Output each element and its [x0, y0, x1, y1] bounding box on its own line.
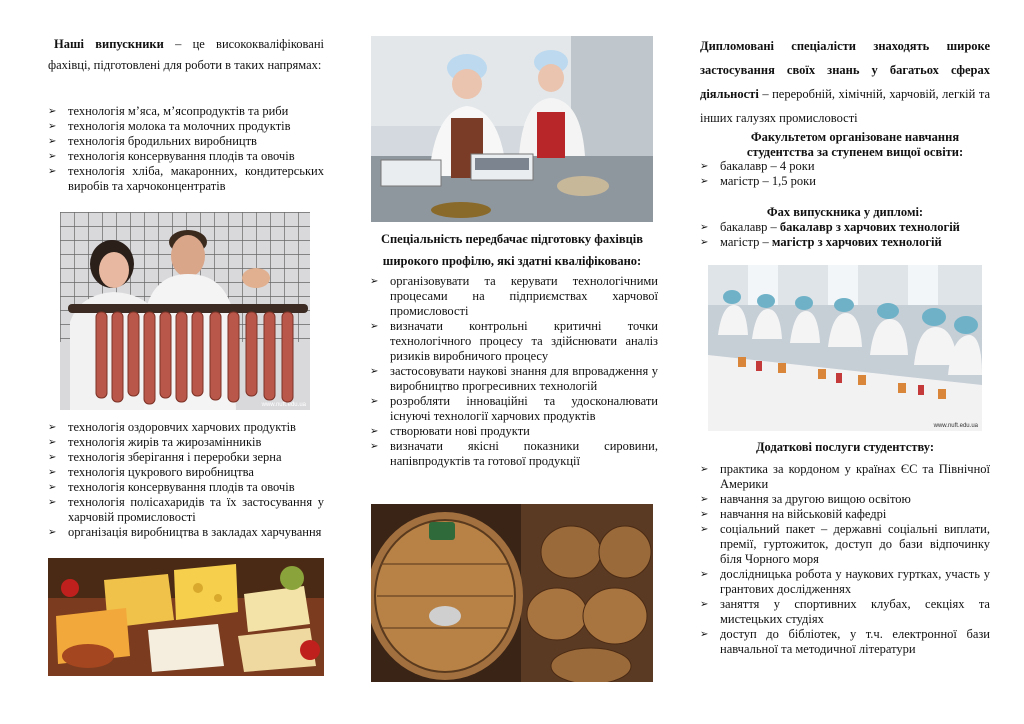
list-item: ➢ застосовувати наукові знання для впровадження у виробництво прогресивних технологій	[370, 364, 658, 393]
photo-sausage-production	[60, 212, 310, 410]
arrow-bullet-icon: ➢	[700, 176, 709, 187]
photo-fish-processing	[371, 36, 653, 222]
arrow-bullet-icon: ➢	[700, 494, 709, 505]
list-item: ➢ навчання на військовій кафедрі	[700, 507, 887, 521]
arrow-bullet-icon: ➢	[370, 441, 379, 452]
list-item: ➢ бакалавр – 4 роки	[700, 159, 815, 173]
arrow-bullet-icon: ➢	[48, 467, 57, 478]
list-item: ➢ створювати нові продукти	[370, 424, 530, 438]
photo-watermark: www.nuft.edu.ua	[261, 402, 306, 408]
arrow-bullet-icon: ➢	[48, 527, 57, 538]
list-item: ➢ розробляти інноваційні та удосконалювати існуючі технології харчових продуктів	[370, 394, 658, 423]
services-list	[700, 462, 990, 657]
arrow-bullet-icon: ➢	[370, 276, 379, 287]
list-item: ➢ технологія полісахаридів та їх застосування у харчовій промисловості	[48, 495, 324, 524]
list-item: ➢ бакалавр – бакалавр з харчових технологій	[700, 220, 960, 234]
list-item: ➢ технологія м’яса, м’ясопродуктів та риби	[48, 104, 289, 118]
photo-watermark: www.nuft.edu.ua	[933, 423, 978, 429]
list-item: ➢ організація виробництва в закладах харчування	[48, 525, 322, 539]
graduates-intro-rest: – це висококваліфіковані фахівці, підготовлені для роботи в таких напрямах:	[48, 37, 325, 72]
arrow-bullet-icon: ➢	[700, 599, 709, 610]
list-item: ➢ практика за кордоном у країнах ЄС та Північної Америки	[700, 462, 990, 491]
arrow-bullet-icon: ➢	[48, 106, 57, 117]
specialties-list-1	[48, 104, 324, 194]
diploma-heading: Фах випускника у дипломі:	[766, 205, 924, 219]
diploma-specialists-intro	[700, 34, 990, 130]
list-item: ➢ визначати контрольні критичні точки технологічного процесу та здійснювати аналіз ризиків виробничого процесу	[370, 319, 658, 363]
services-heading: Додаткові послуги студентству:	[755, 440, 935, 454]
graduates-intro	[48, 34, 324, 76]
arrow-bullet-icon: ➢	[700, 464, 709, 475]
photo-wine-barrels	[371, 504, 653, 682]
arrow-bullet-icon: ➢	[700, 222, 709, 233]
arrow-bullet-icon: ➢	[48, 482, 57, 493]
arrow-bullet-icon: ➢	[48, 121, 57, 132]
list-item: ➢ технологія жирів та жирозамінників	[48, 435, 262, 449]
arrow-bullet-icon: ➢	[48, 437, 57, 448]
list-item: ➢ магістр – 1,5 роки	[700, 174, 816, 188]
arrow-bullet-icon: ➢	[700, 569, 709, 580]
degrees-list	[700, 159, 990, 189]
list-item: ➢ технологія консервування плодів та овочів	[48, 480, 295, 494]
photo-cheese	[48, 558, 324, 676]
list-item: ➢ технологія бродильних виробництв	[48, 134, 257, 148]
barrels-photo-illustration	[371, 504, 653, 682]
arrow-bullet-icon: ➢	[48, 151, 57, 162]
arrow-bullet-icon: ➢	[48, 136, 57, 147]
list-item: ➢ визначати якісні показники сировини, напівпродуктів та готової продукції	[370, 439, 658, 468]
arrow-bullet-icon: ➢	[700, 524, 709, 535]
graduates-intro-bold: Наші випускники	[54, 37, 164, 51]
list-item: ➢ технологія оздоровчих харчових продуктів	[48, 420, 296, 434]
arrow-bullet-icon: ➢	[48, 497, 57, 508]
arrow-bullet-icon: ➢	[370, 321, 379, 332]
list-item: ➢ соціальний пакет – державні соціальні виплати, премії, гуртожиток, доступ до бази відпочинку біля Чорного моря	[700, 522, 990, 566]
diploma-list	[700, 220, 990, 250]
list-item: ➢ магістр – магістр з харчових технологій	[700, 235, 942, 249]
students-photo-illustration	[708, 265, 982, 431]
arrow-bullet-icon: ➢	[700, 161, 709, 172]
diploma-specialists-intro-rest: – переробній, хімічній, харчовій, легкій та інших галузях промисловості	[700, 87, 990, 125]
list-item: ➢ заняття у спортивних клубах, секціях та мистецьких студіях	[700, 597, 990, 626]
specialties-list-2	[48, 420, 324, 540]
list-item: ➢ технологія молока та молочних продуктів	[48, 119, 291, 133]
arrow-bullet-icon: ➢	[48, 422, 57, 433]
arrow-bullet-icon: ➢	[700, 237, 709, 248]
list-item: ➢ доступ до бібліотек, у т.ч. електронної бази навчальної та методичної літератури	[700, 627, 990, 656]
list-item: ➢ організовувати та керувати технологічними процесами на підприємствах харчової промисловості	[370, 274, 658, 318]
sausage-photo-illustration	[60, 212, 310, 410]
list-item: ➢ технологія зберігання і переробки зерна	[48, 450, 282, 464]
list-item: ➢ технологія консервування плодів та овочів	[48, 149, 295, 163]
arrow-bullet-icon: ➢	[48, 166, 57, 177]
diploma-specialists-intro-bold: Дипломовані спеціалісти знаходять широке застосування своїх знань у багатьох сферах діяльності	[700, 39, 990, 101]
arrow-bullet-icon: ➢	[700, 509, 709, 520]
photo-students-tasting	[708, 265, 982, 431]
arrow-bullet-icon: ➢	[370, 426, 379, 437]
list-item: ➢ навчання за другою вищою освітою	[700, 492, 911, 506]
arrow-bullet-icon: ➢	[370, 366, 379, 377]
arrow-bullet-icon: ➢	[700, 629, 709, 640]
cheese-photo-illustration	[48, 558, 324, 676]
list-item: ➢ дослідницька робота у наукових гуртках, участь у грантових дослідженнях	[700, 567, 990, 596]
fish-photo-illustration	[371, 36, 653, 222]
list-item: ➢ технологія цукрового виробництва	[48, 465, 254, 479]
faculty-heading: Факультетом організоване навчання студентства за ступенем вищої освіти:	[746, 130, 964, 159]
list-item: ➢ технологія хліба, макаронних, кондитерських виробів та харчоконцентратів	[48, 164, 324, 193]
competencies-list	[370, 274, 658, 469]
specialty-heading: Спеціальність передбачає підготовку фахівців широкого профілю, які здатні кваліфіковано:	[380, 232, 644, 268]
arrow-bullet-icon: ➢	[370, 396, 379, 407]
arrow-bullet-icon: ➢	[48, 452, 57, 463]
